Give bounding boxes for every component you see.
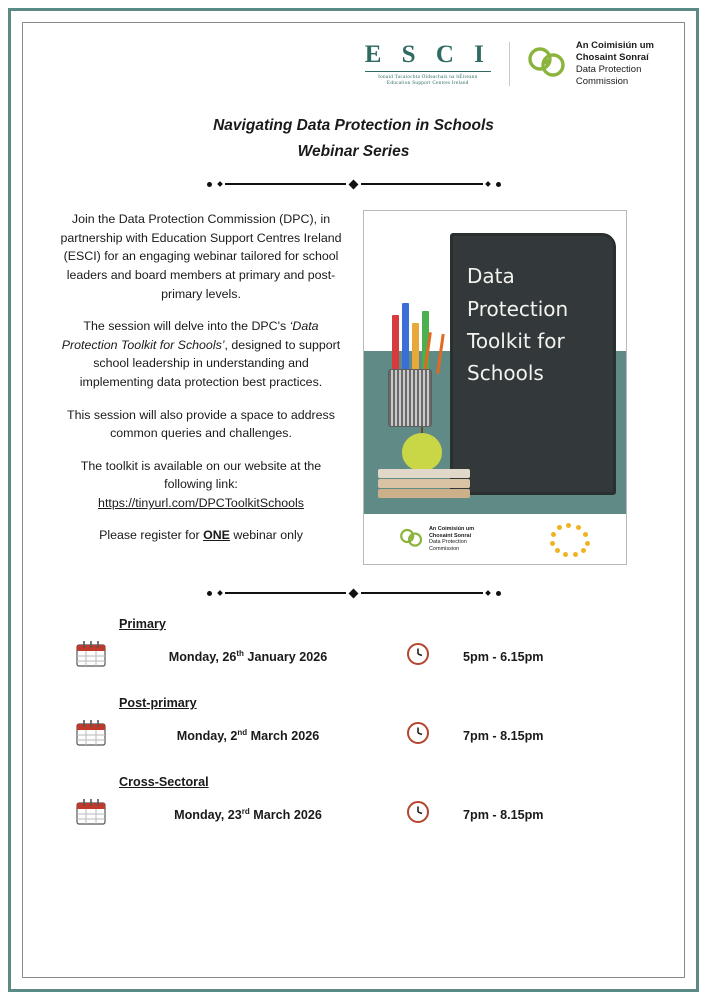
paragraph-register (57, 526, 345, 545)
date-rest: March 2026 (249, 808, 322, 823)
paragraph-queries: This session will also provide a space to address common queries and challenges. (67, 407, 335, 441)
schedule-group-post-primary (59, 696, 662, 753)
esci-letters: E S C I (364, 40, 491, 68)
logo-divider (509, 42, 510, 86)
chalk-line-3: Toolkit for (467, 328, 565, 353)
header-logos (45, 33, 662, 95)
schedule-time-post-primary: 7pm - 8.15pm (463, 728, 544, 743)
description-column (45, 210, 345, 565)
esci-subtitle-irish: Ionaid Tacaíochta Oideachais na hÉireann (378, 73, 478, 80)
pencil-cup-icon (388, 369, 432, 427)
schedule-row-post-primary (59, 718, 662, 753)
schedule-row-primary (59, 639, 662, 674)
schedule-date-primary (123, 649, 373, 664)
schedule-group-cross-sectoral (59, 775, 662, 832)
paragraph-link-intro (57, 457, 345, 513)
dpc-emblem-icon (528, 43, 568, 85)
schedule-group-primary (59, 617, 662, 674)
dpc-line3: Data Protection (575, 64, 642, 75)
dpc-line2: Chosaint Sonraí (575, 52, 649, 64)
dpc-wordmark (576, 40, 654, 88)
toolkit-dpc-logo (400, 526, 474, 552)
link-intro-text: The toolkit is available on our website at the following link: (80, 458, 322, 492)
esci-logo (365, 42, 491, 86)
clock-icon (373, 721, 463, 750)
date-rest: January 2026 (243, 650, 328, 665)
toolkit-dpc-wordmark (429, 526, 474, 552)
calendar-icon (59, 718, 123, 753)
dpc-line4: Commission (575, 75, 629, 87)
ornament-divider-bottom (204, 587, 504, 599)
eu-stars-icon (546, 521, 590, 557)
toolkit-dpc-line3: Data Protection (428, 539, 467, 546)
calendar-icon (59, 639, 123, 674)
schedule-row-cross-sectoral (59, 797, 662, 832)
dpc-logo (528, 40, 654, 88)
chalk-line-1: Data (467, 264, 515, 289)
schedule-time-cross-sectoral: 7pm - 8.15pm (463, 807, 544, 822)
toolkit-image-column (363, 210, 629, 565)
body-section (45, 210, 662, 565)
chalk-line-4: Schools (467, 361, 544, 386)
register-after: webinar only (229, 527, 303, 542)
schedule-label-cross-sectoral: Cross-Sectoral (119, 775, 209, 790)
register-emphasis: ONE (203, 527, 230, 542)
book-icon-2 (378, 479, 470, 488)
toolkit-link[interactable]: https://tinyurl.com/DPCToolkitSchools (98, 496, 304, 511)
date-suffix: rd (241, 807, 250, 817)
apple-icon (402, 433, 442, 471)
dpc-line1: An Coimisiún um (575, 40, 654, 52)
esci-rule (365, 71, 491, 72)
register-before: Please register for (99, 527, 204, 542)
paragraph-toolkit-before: The session will delve into the DPC's (83, 319, 290, 334)
title-line-2: Webinar Series (297, 142, 410, 160)
date-suffix: th (236, 649, 244, 659)
paragraph-intro: Join the Data Protection Commission (DPC), in partnership with Education Support Centres Ireland (ESCI) for an engaging webinar tailored for school leaders and board members at primary and post-primary levels. (60, 212, 342, 301)
dpc-emblem-icon-small (400, 526, 424, 552)
book-icon-1 (378, 469, 470, 478)
toolkit-footer-logos (364, 514, 626, 564)
toolkit-title-italic: ‘Data Protection Toolkit for Schools’ (61, 319, 319, 352)
pencil-blue-icon (402, 303, 409, 375)
ornament-divider-top (204, 178, 504, 190)
title-line-1: Navigating Data Protection in Schools (213, 117, 494, 134)
book-icon-3 (378, 489, 470, 498)
schedule-time-primary: 5pm - 6.15pm (463, 649, 544, 664)
paragraph-toolkit (57, 317, 345, 391)
date-suffix: nd (237, 728, 248, 738)
date-day: Monday, 2 (176, 729, 238, 744)
schedule-label-primary: Primary (119, 617, 166, 632)
calendar-icon (59, 797, 123, 832)
chalk-line-2: Protection (467, 296, 569, 321)
esci-subtitle-english: Education Support Centres Ireland (386, 80, 469, 86)
toolkit-dpc-line4: Commission (428, 545, 460, 552)
poster-title (45, 113, 662, 164)
date-day: Monday, 26 (168, 650, 237, 665)
toolkit-dpc-line2: Chosaint Sonraí (428, 532, 472, 539)
schedule-date-cross-sectoral (123, 807, 373, 822)
clock-icon (373, 642, 463, 671)
webinar-schedule (45, 617, 662, 832)
toolkit-cover-image (363, 210, 627, 565)
pencil-yellow-icon (412, 323, 419, 375)
chalkboard (450, 233, 616, 495)
schedule-label-post-primary: Post-primary (119, 696, 197, 711)
poster-content (23, 23, 684, 977)
clock-icon (373, 800, 463, 829)
date-day: Monday, 23 (174, 808, 242, 823)
pencil-red-icon (392, 315, 399, 375)
toolkit-dpc-line1: An Coimisiún um (428, 525, 475, 532)
chalkboard-text (467, 260, 568, 390)
schedule-date-post-primary (123, 728, 373, 743)
date-rest: March 2026 (247, 729, 320, 744)
inner-border (22, 22, 685, 978)
paragraph-toolkit-after: , designed to support school leadership in understanding and implementing data protection best practices. (79, 337, 341, 389)
